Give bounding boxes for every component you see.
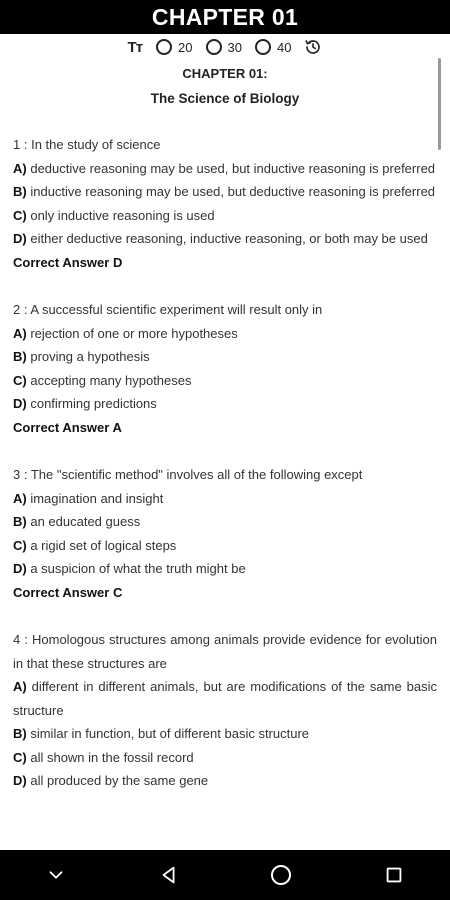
radio-icon[interactable] — [156, 39, 172, 55]
answer-option: C) only inductive reasoning is used — [13, 207, 215, 223]
answer-option: D) either deductive reasoning, inductive reasoning, or both may be used — [13, 231, 428, 246]
chapter-label: CHAPTER 01: — [182, 66, 268, 81]
radio-icon[interactable] — [255, 39, 271, 55]
question-text: 4 : Homologous structures among animals provide evidence for evolution in that these structures are — [13, 632, 437, 671]
font-size-option-label: 20 — [178, 39, 193, 55]
history-icon[interactable] — [304, 38, 322, 56]
correct-answer: Correct Answer D — [13, 254, 123, 270]
question-item — [13, 133, 437, 274]
question-text: 3 : The "scientific method" involves all of the following except — [13, 467, 363, 482]
correct-answer: Correct Answer A — [13, 419, 122, 435]
font-size-option-label: 30 — [227, 39, 242, 55]
question-item — [13, 298, 437, 439]
system-nav-bar — [0, 850, 450, 900]
answer-option: D) a suspicion of what the truth might be — [13, 561, 246, 576]
question-text: 1 : In the study of science — [13, 137, 161, 152]
chevron-down-icon[interactable] — [36, 855, 76, 895]
text-size-icon: Tт — [127, 38, 143, 56]
font-size-option-40[interactable] — [255, 39, 291, 55]
question-item — [13, 463, 437, 604]
font-size-toolbar — [0, 35, 450, 59]
answer-option: C) all shown in the fossil record — [13, 749, 194, 765]
scrollbar[interactable] — [438, 58, 441, 150]
question-item — [13, 628, 437, 793]
answer-option: C) accepting many hypotheses — [13, 372, 192, 388]
answer-option: B) inductive reasoning may be used, but deductive reasoning is preferred — [13, 184, 436, 199]
font-size-option-label: 40 — [276, 39, 292, 55]
page-title: CHAPTER 01 — [151, 3, 299, 30]
answer-option: B) similar in function, but of different basic structure — [13, 726, 310, 741]
radio-icon[interactable] — [206, 39, 222, 55]
answer-option: A) different in different animals, but are modifications of the same basic structure — [13, 679, 437, 718]
answer-option: B) an educated guess — [13, 514, 141, 529]
answer-option: A) imagination and insight — [13, 490, 164, 506]
question-text: 2 : A successful scientific experiment will result only in — [13, 302, 323, 317]
chapter-title: The Science of Biology — [150, 91, 300, 106]
back-icon[interactable] — [149, 855, 189, 895]
answer-option: B) proving a hypothesis — [13, 349, 150, 364]
answer-option: C) a rigid set of logical steps — [13, 537, 177, 553]
answer-option: A) rejection of one or more hypotheses — [13, 325, 238, 341]
home-icon[interactable] — [261, 855, 301, 895]
answer-option: D) all produced by the same gene — [13, 773, 209, 788]
font-size-option-30[interactable] — [206, 39, 242, 55]
answer-option: A) deductive reasoning may be used, but inductive reasoning is preferred — [13, 160, 436, 176]
recents-icon[interactable] — [374, 855, 414, 895]
correct-answer: Correct Answer C — [13, 584, 123, 600]
app-header — [0, 0, 450, 34]
font-size-option-20[interactable] — [156, 39, 192, 55]
answer-option: D) confirming predictions — [13, 396, 157, 411]
question-list[interactable] — [0, 60, 450, 848]
